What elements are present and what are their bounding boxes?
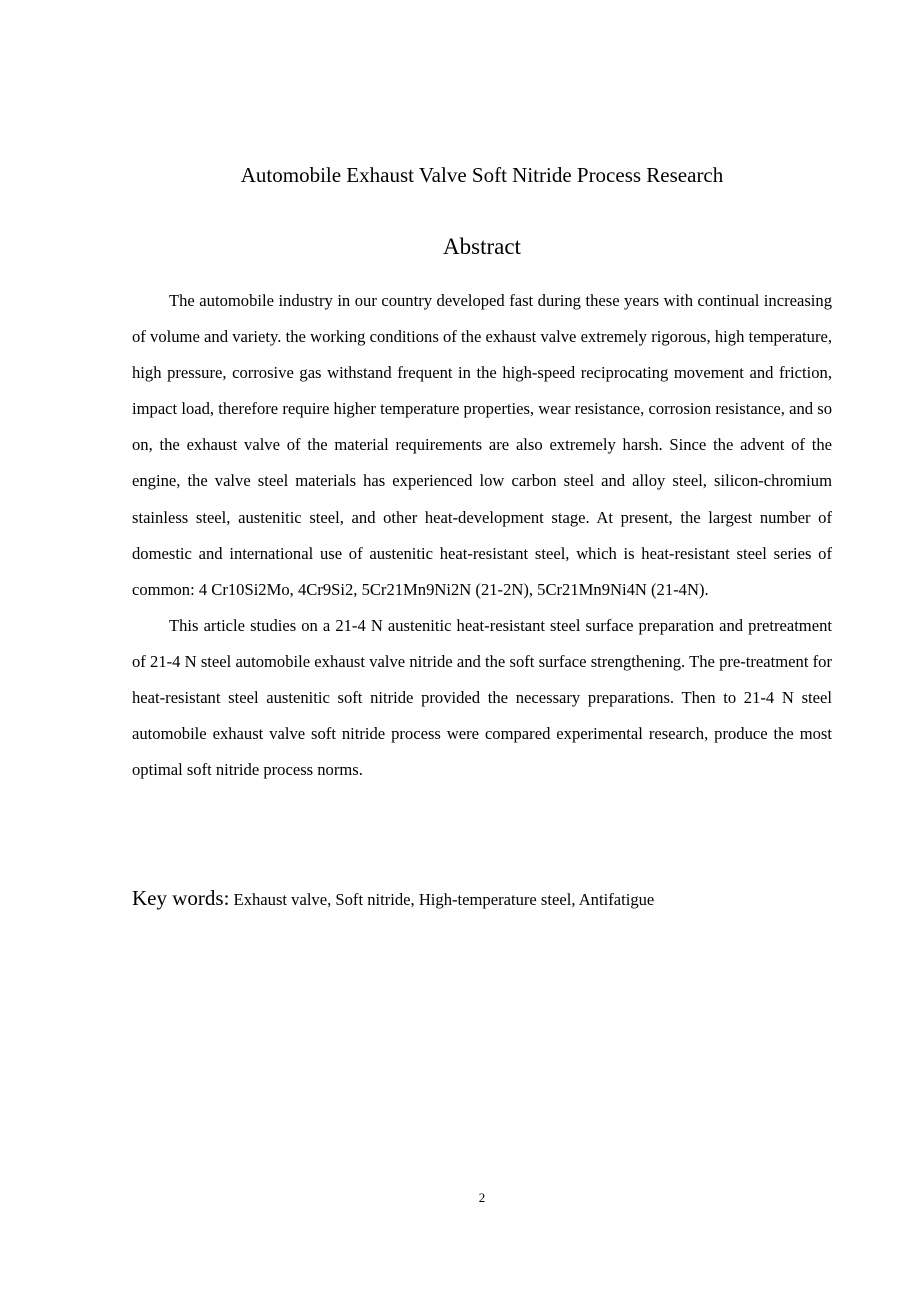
abstract-paragraph-1: The automobile industry in our country developed fast during these years with continual increasing of volume and variety. the working conditions of the exhaust valve extremely rigorous, high temperature, high pressure, corrosive gas withstand frequent in the high-speed reciprocating movement and friction, impact load, therefore require higher temperature properties, wear resistance, corrosion resistance, and so on, the exhaust valve of the material requirements are also extremely harsh. Since the advent of the engine, the valve steel materials has experienced low carbon steel and alloy steel, silicon-chromium stainless steel, austenitic steel, and other heat-development stage. At present, the largest number of domestic and international use of austenitic heat-resistant steel, which is heat-resistant steel series of common: 4 Cr10Si2Mo, 4Cr9Si2, 5Cr21Mn9Ni2N (21-2N), 5Cr21Mn9Ni4N (21-4N). — [132, 291, 832, 599]
keywords-line — [132, 882, 832, 917]
keywords-text: Exhaust valve, Soft nitride, High-temperature steel, Antifatigue — [229, 890, 655, 909]
keywords-label: Key words: — [132, 886, 230, 910]
page-number: 2 — [478, 1190, 486, 1205]
document-title: Automobile Exhaust Valve Soft Nitride Process Research — [240, 163, 724, 187]
abstract-body — [132, 283, 832, 788]
abstract-heading: Abstract — [443, 234, 521, 259]
abstract-paragraph-2: This article studies on a 21-4 N austenitic heat-resistant steel surface preparation and pretreatment of 21-4 N steel automobile exhaust valve nitride and the soft surface strengthening. The pre-treatment for heat-resistant steel austenitic soft nitride provided the necessary preparations. Then to 21-4 N steel automobile exhaust valve soft nitride process were compared experimental research, produce the most optimal soft nitride process norms. — [132, 615, 832, 780]
